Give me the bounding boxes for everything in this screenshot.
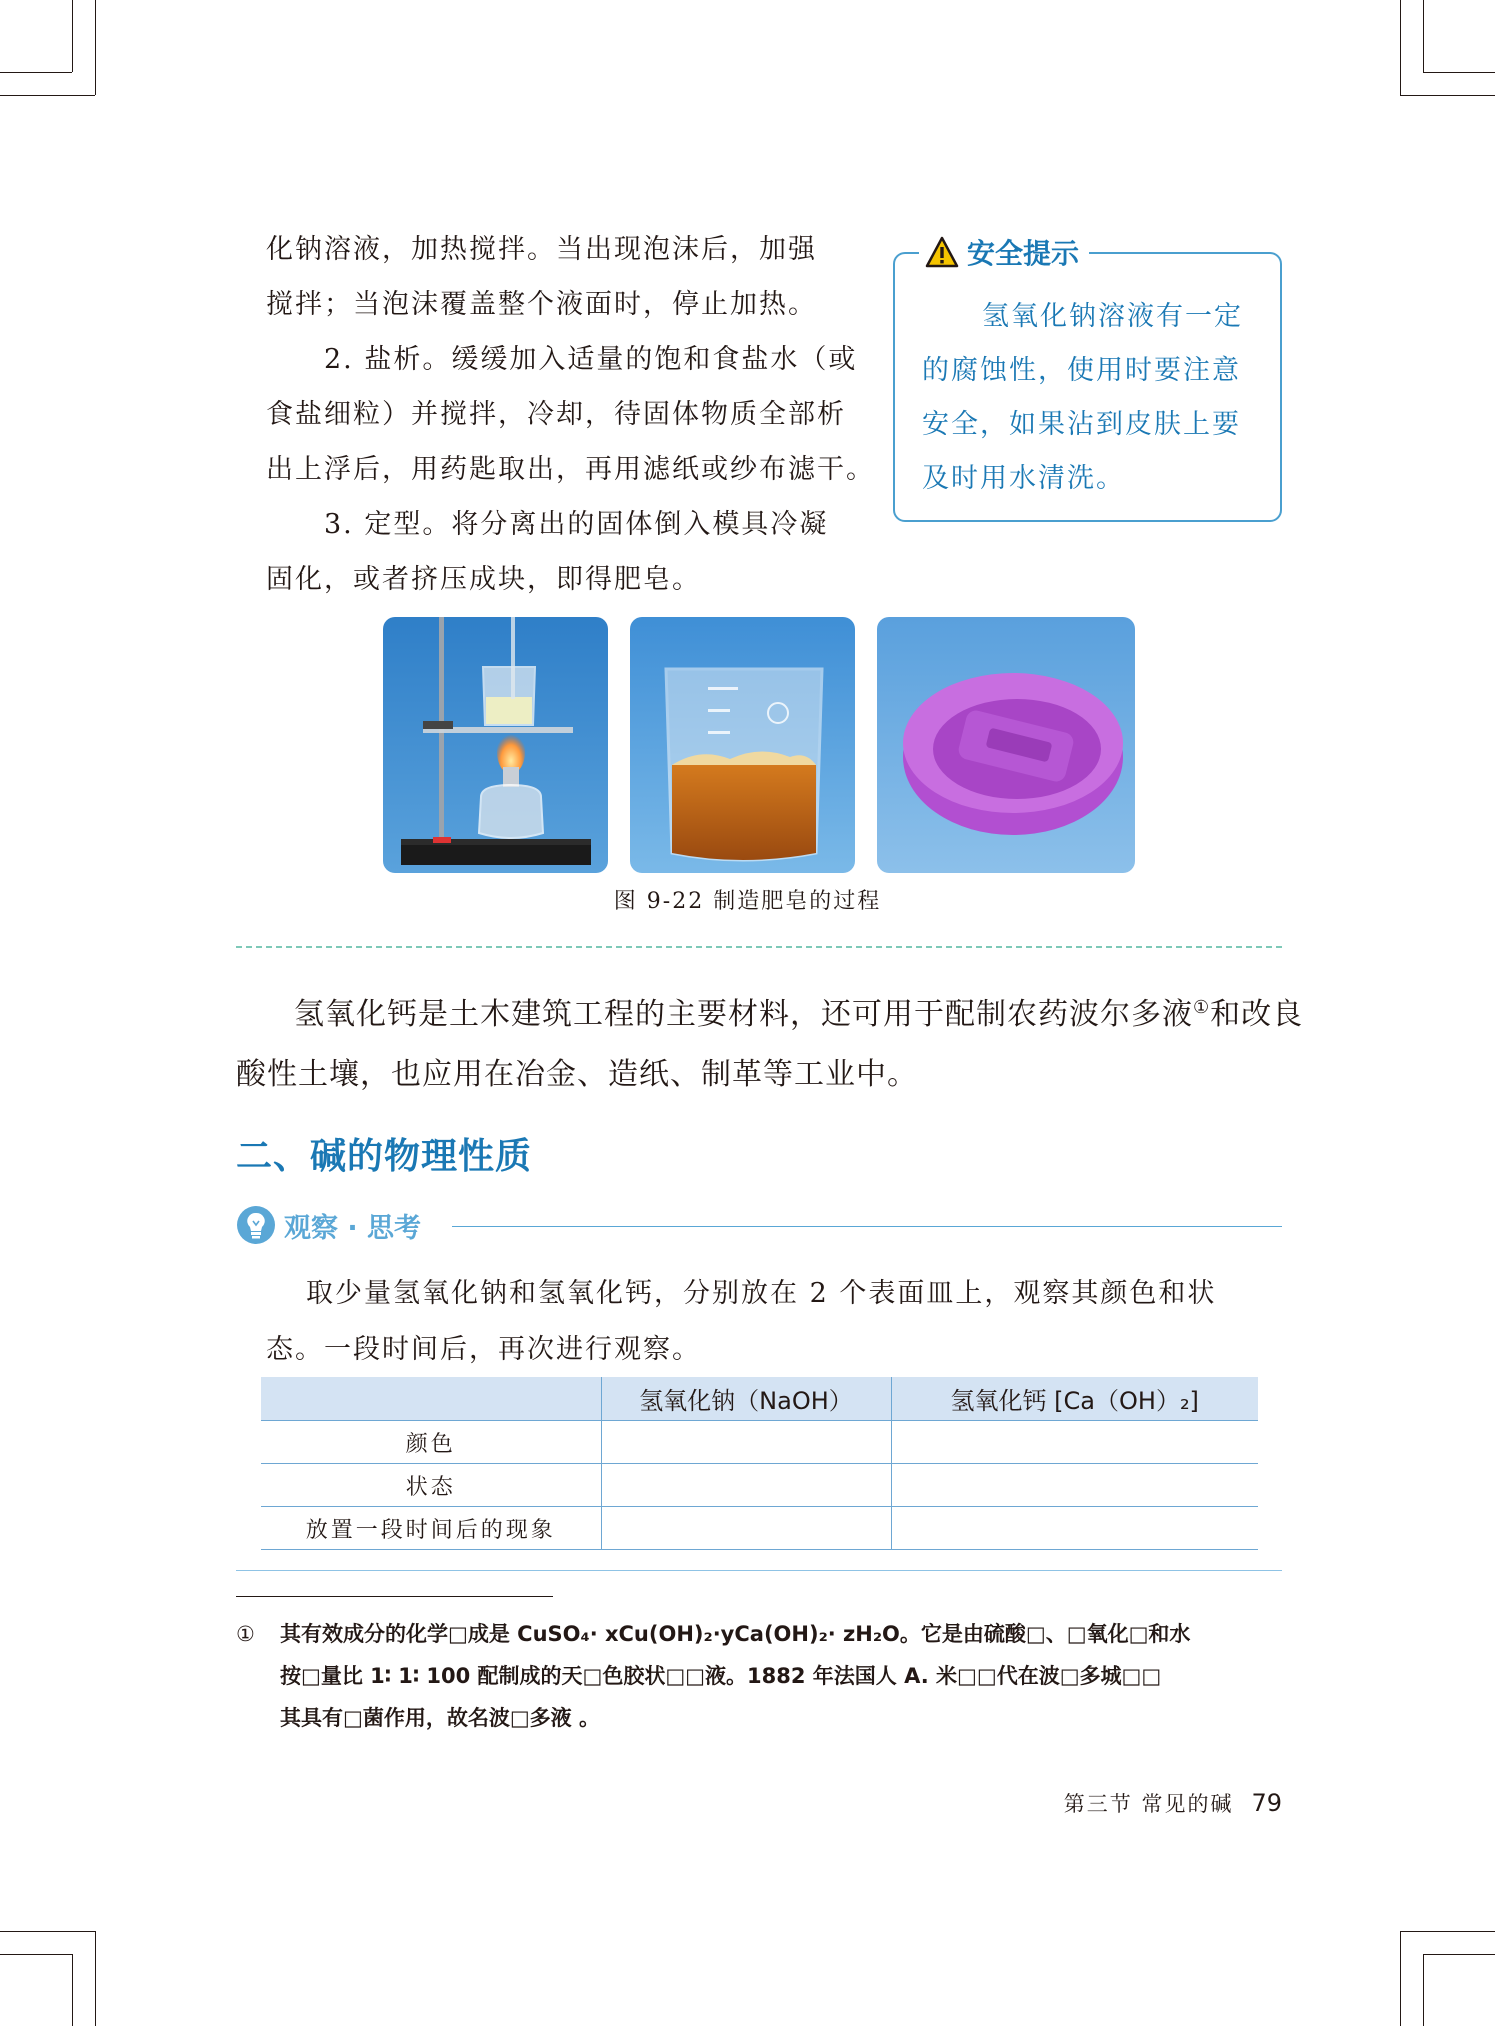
- safety-title: 安全提示: [967, 237, 1080, 270]
- safety-text: [922, 290, 1262, 506]
- table-cell[interactable]: [601, 1464, 891, 1507]
- table-header-cell: 氢氧化钙 [Ca（OH）₂]: [891, 1377, 1258, 1421]
- footnote-line: 其有效成分的化学□成是 CuSO₄· xCu(OH)₂·yCa(OH)₂· zH₂O。它是由硫酸□、□氧化□和水: [280, 1622, 1191, 1646]
- observe-line: 态。一段时间后，再次进行观察。: [266, 1334, 701, 1365]
- page-number: 79: [1251, 1789, 1282, 1817]
- observe-header: [236, 1205, 421, 1245]
- safety-header: [919, 228, 1089, 276]
- footnote: [236, 1613, 1296, 1739]
- footnote-mark: ①: [236, 1622, 255, 1646]
- body-text: 酸性土壤，也应用在冶金、造纸、制革等工业中。: [236, 1057, 918, 1092]
- table-row: [261, 1464, 1258, 1507]
- lightbulb-icon: [236, 1205, 276, 1245]
- body-text: 氢氧化钙是土木建筑工程的主要材料，还可用于配制农药波尔多液: [294, 997, 1193, 1032]
- section-divider: [236, 1570, 1282, 1571]
- table-cell[interactable]: [891, 1421, 1258, 1464]
- table-cell[interactable]: [601, 1507, 891, 1550]
- text-line: 固化，或者挤压成块，即得肥皂。: [266, 564, 701, 595]
- observe-line: 取少量氢氧化钠和氢氧化钙，分别放在 2 个表面皿上，观察其颜色和状: [306, 1278, 1217, 1309]
- table-cell[interactable]: [891, 1507, 1258, 1550]
- text-line: 搅拌；当泡沫覆盖整个液面时，停止加热。: [266, 289, 817, 320]
- text-line: 食盐细粒）并搅拌，冷却，待固体物质全部析: [266, 399, 846, 430]
- photo-heating-apparatus: [383, 617, 608, 873]
- observe-title: 观察 · 思考: [284, 1212, 422, 1244]
- intro-text: [266, 222, 875, 607]
- text-line: 出上浮后，用药匙取出，再用滤纸或纱布滤干。: [266, 454, 875, 485]
- table-cell: 颜色: [261, 1421, 601, 1464]
- section-title: 二、碱的物理性质: [236, 1136, 533, 1177]
- footer-section: 第三节 常见的碱: [1063, 1792, 1234, 1816]
- footnote-rule: [236, 1596, 553, 1597]
- table-header-cell: [261, 1377, 601, 1421]
- figure-caption: 图 9-22 制造肥皂的过程: [613, 889, 882, 914]
- warning-triangle-icon: [925, 236, 959, 268]
- observe-text: [266, 1266, 1282, 1378]
- table-header-cell: 氢氧化钠（NaOH）: [601, 1377, 891, 1421]
- table-header-row: [261, 1377, 1258, 1421]
- table-cell[interactable]: [601, 1421, 891, 1464]
- photo-beaker-soap: [630, 617, 855, 873]
- safety-line: 的腐蚀性，使用时要注意: [922, 355, 1241, 386]
- text-line: 3. 定型。将分离出的固体倒入模具冷凝: [324, 509, 829, 540]
- body-text: 和改良: [1210, 997, 1304, 1032]
- observe-divider: [452, 1226, 1282, 1227]
- safety-line: 氢氧化钠溶液有一定: [982, 301, 1243, 332]
- running-footer: [1064, 1788, 1282, 1818]
- table-cell: 放置一段时间后的现象: [261, 1507, 601, 1550]
- footnote-line: 其具有□菌作用，故名波□多液 。: [280, 1706, 600, 1730]
- text-line: 化钠溶液，加热搅拌。当出现泡沫后，加强: [266, 234, 817, 265]
- table-row: [261, 1507, 1258, 1550]
- dashed-divider: [236, 946, 1282, 948]
- safety-line: 及时用水清洗。: [922, 463, 1125, 494]
- table-cell: 状态: [261, 1464, 601, 1507]
- observation-table: [261, 1377, 1258, 1550]
- footnote-line: 按□量比 1∶ 1∶ 100 配制成的天□色胶状□□液。1882 年法国人 A. 米□□代在波□多城□□: [280, 1664, 1162, 1688]
- body-paragraph: [236, 978, 1304, 1105]
- footnote-ref[interactable]: ①: [1193, 997, 1211, 1018]
- safety-line: 安全，如果沾到皮肤上要: [922, 409, 1241, 440]
- text-line: 2. 盐析。缓缓加入适量的饱和食盐水（或: [324, 344, 858, 375]
- table-row: [261, 1421, 1258, 1464]
- table-cell[interactable]: [891, 1464, 1258, 1507]
- photo-soap-mold: [877, 617, 1135, 873]
